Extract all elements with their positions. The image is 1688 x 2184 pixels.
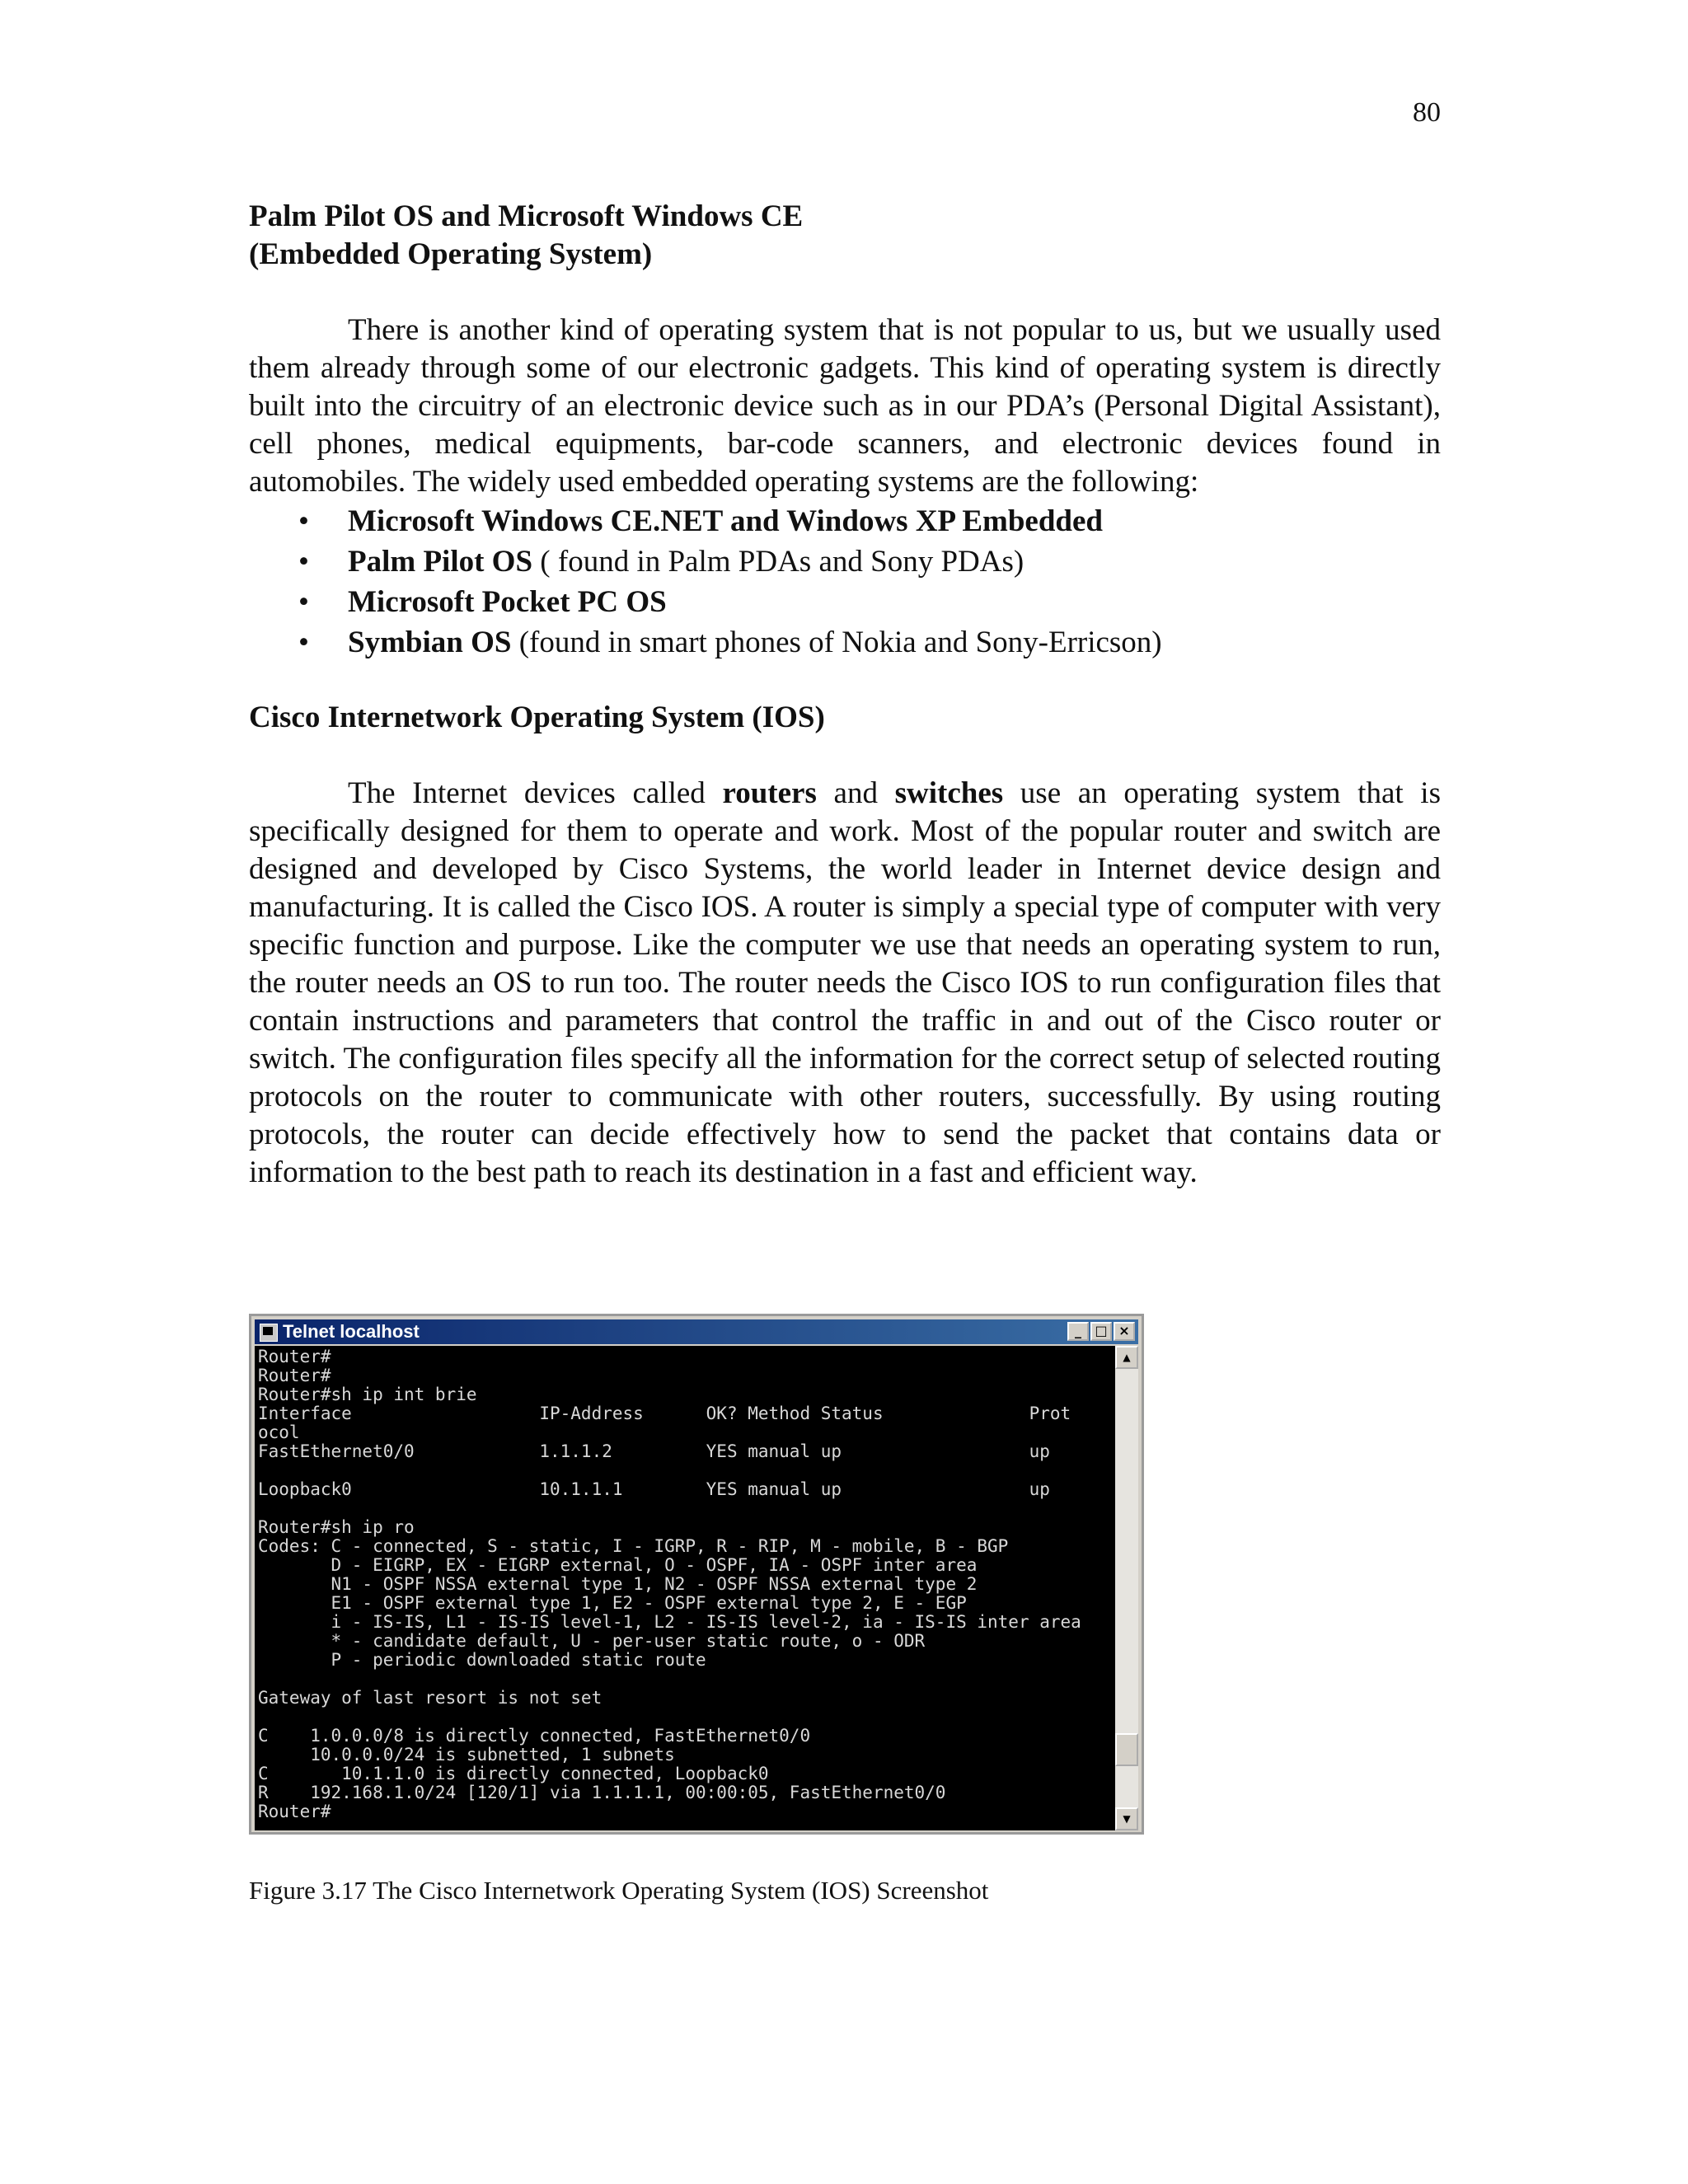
minimize-icon[interactable]: _: [1067, 1322, 1089, 1341]
list-item: • Symbian OS (found in smart phones of Nokia and Sony-Erricson): [298, 626, 1162, 659]
window-titlebar[interactable]: [255, 1319, 1138, 1344]
figure-caption: Figure 3.17 The Cisco Internetwork Operating System (IOS) Screenshot: [249, 1876, 989, 1905]
window-title: Telnet localhost: [283, 1321, 420, 1342]
embedded-os-list: [249, 501, 1441, 663]
window-controls: [1067, 1322, 1135, 1341]
paragraph-text: and: [816, 776, 895, 810]
list-item-rest: ( found in Palm PDAs and Sony PDAs): [532, 545, 1025, 579]
bold-term-routers: routers: [722, 776, 817, 810]
page-number: 80: [1413, 97, 1441, 128]
terminal-icon: [260, 1324, 278, 1342]
scroll-down-icon[interactable]: ▼: [1115, 1807, 1138, 1830]
list-item-bold: Symbian OS: [348, 626, 512, 659]
bold-term-switches: switches: [894, 776, 1004, 810]
list-item: • Microsoft Pocket PC OS: [298, 585, 667, 619]
section-heading-cisco-ios: Cisco Internetwork Operating System (IOS): [249, 701, 825, 734]
heading-line-2: (Embedded Operating System): [249, 237, 653, 271]
close-icon[interactable]: ×: [1114, 1322, 1135, 1341]
embedded-os-paragraph-text: There is another kind of operating system that is not popular to us, but we usually used them already through some of our electronic gadgets. This kind of operating system is directly built into the circuitry of an electronic device such as in our PDA’s (Personal Digital Assistant), cell phones, medical equipments, bar-code scanners, and electronic devices found in automobiles. The widely used embedded operating systems are the following:: [249, 313, 1441, 499]
terminal-screen[interactable]: [255, 1346, 1117, 1830]
vertical-scrollbar[interactable]: [1115, 1346, 1138, 1830]
telnet-window-figure: [249, 1314, 1144, 1835]
document-body: [249, 198, 1441, 1192]
heading-line-1: Palm Pilot OS and Microsoft Windows CE: [249, 199, 804, 233]
paragraph-text: use an operating system that is specifically designed for them to operate and work. Most of the popular router and switch are designed and developed by Cisco Systems, the world leader in Internet device design and manufacturing. It is called the Cisco IOS. A router is simply a special type of computer with very specific function and purpose. Like the computer we use that needs an operating system to run, the router needs an OS to run too. The router needs the Cisco IOS to run configuration files that contain instructions and parameters that control the traffic in and out of the Cisco router or switch. The configuration files specify all the information for the correct setup of selected routing protocols on the router to communicate with other routers, successfully. By using routing protocols, the router can decide effectively how to send the packet that contains data or information to the best path to reach its destination in a fast and efficient way.: [249, 776, 1441, 1189]
section-heading-embedded-os: [249, 198, 1441, 274]
cisco-ios-paragraph: [249, 775, 1441, 1192]
list-item-bold: Palm Pilot OS: [348, 545, 533, 579]
scroll-up-icon[interactable]: ▲: [1115, 1346, 1138, 1369]
embedded-os-paragraph: [249, 312, 1441, 501]
terminal-output: Router# Router# Router#sh ip int brie Interface IP-Address OK? Method Status Prot ocol FastEthernet0/0 1.1.1.2 YES manual up up Loopback0 10.1.1.1 YES manual up up Router#sh ip ro Codes: C - connected, S - static, I - IGRP, R - RIP, M - mobile, B - BGP D - EIGRP, EX - EIGRP external, O - OSPF, IA - OSPF inter area N1 - OSPF NSSA external type 1, N2 - OSPF NSSA external type 2 E1 - OSPF external type 1, E2 - OSPF external type 2, E - EGP i - IS-IS, L1 - IS-IS level-1, L2 - IS-IS level-2, ia - IS-IS inter area * - candidate default, U - per-user static route, o - ODR P - periodic downloaded static route Gateway of last resort is not set C 1.0.0.0/8 is directly connected, FastEthernet0/0 10.0.0.0/24 is subnetted, 1 subnets C 10.1.1.0 is directly connected, Loopback0 R 192.168.1.0/24 [120/1] via 1.1.1.1, 00:00:05, FastEthernet0/0 Router#: [258, 1347, 1081, 1821]
maximize-icon[interactable]: □: [1090, 1322, 1112, 1341]
list-item: • Palm Pilot OS ( found in Palm PDAs and Sony PDAs): [298, 545, 1025, 579]
list-item-rest: (found in smart phones of Nokia and Sony-Erricson): [511, 626, 1162, 659]
scrollbar-thumb[interactable]: [1115, 1733, 1138, 1766]
paragraph-text: The Internet devices called: [348, 776, 723, 810]
list-item-bold: Microsoft Pocket PC OS: [348, 585, 667, 619]
list-item-bold: Microsoft Windows CE.NET and Windows XP Embedded: [348, 504, 1104, 538]
list-item: • Microsoft Windows CE.NET and Windows XP Embedded: [298, 504, 1104, 538]
